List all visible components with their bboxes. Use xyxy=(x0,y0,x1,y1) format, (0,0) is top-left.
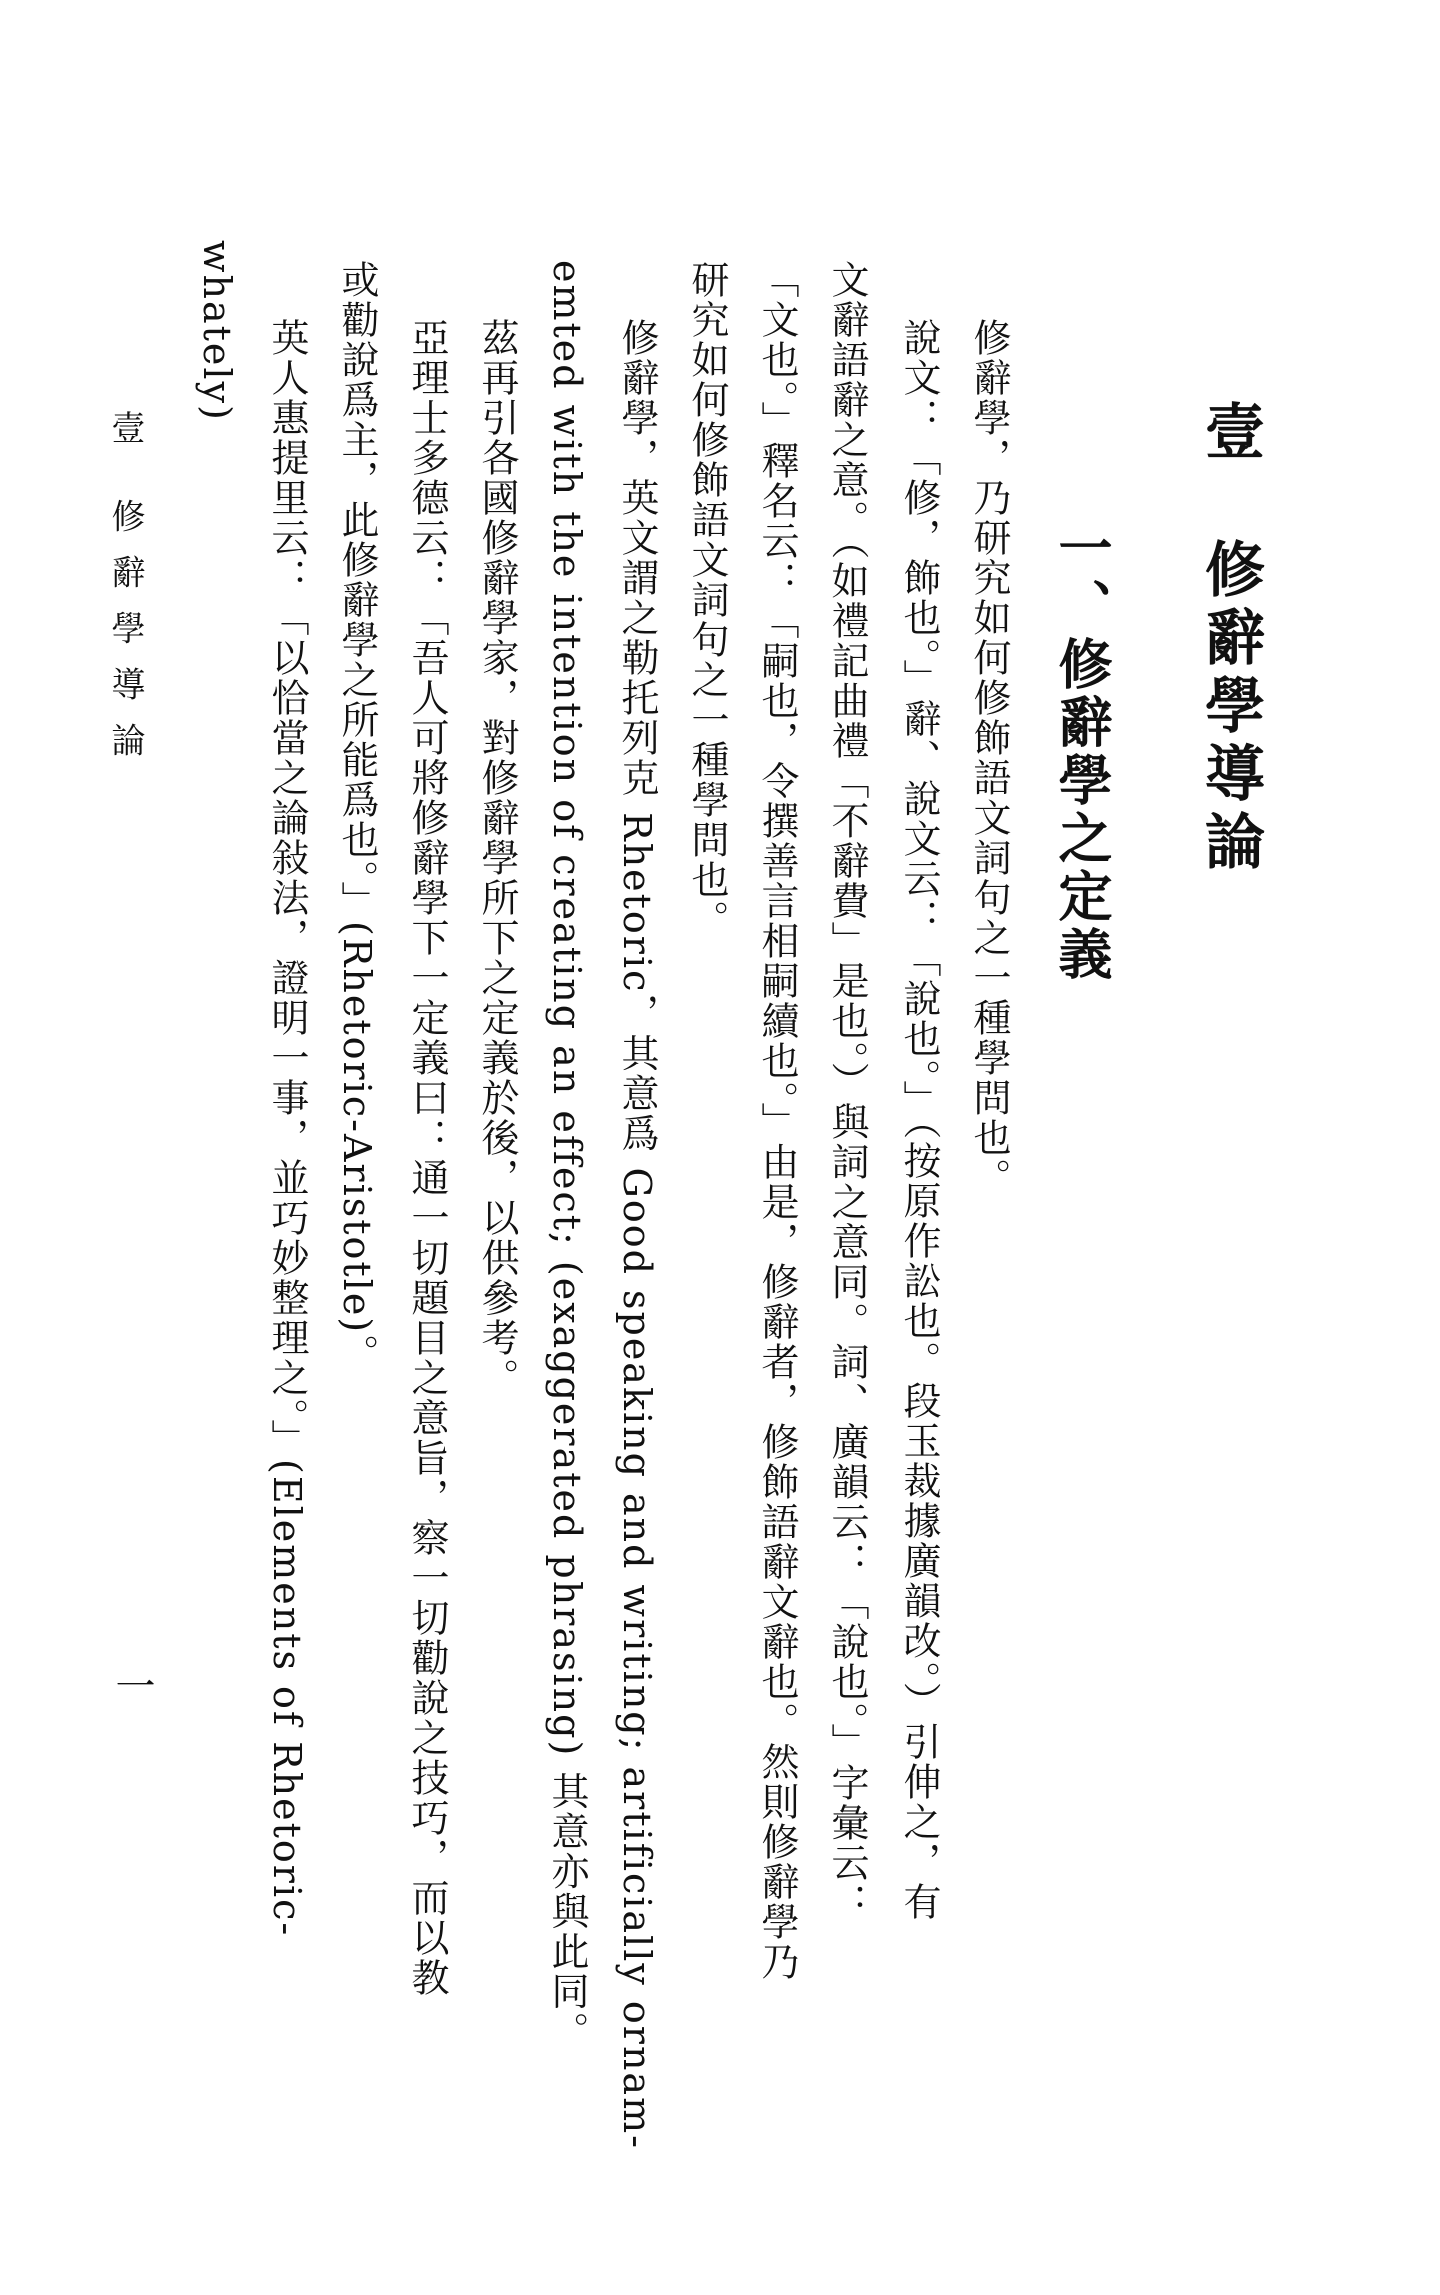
body-line-9: 亞理士多德云：「吾人可將修辭學下一定義曰：通一切題目之意旨，察一切勸說之技巧，而以教 xyxy=(405,318,449,1998)
body-line-12: whately) xyxy=(195,240,239,422)
running-footer: 壹 修辭學導論 xyxy=(105,410,145,779)
body-line-5: 研究如何修飾語文詞句之一種學問也。 xyxy=(685,260,729,940)
body-line-8: 茲再引各國修辭學家，對修辭學所下之定義於後，以供參考。 xyxy=(475,318,519,1398)
body-line-6: 修辭學，英文謂之勒托列克 Rhetoric，其意爲 Good speaking and writing; artificially ornam- xyxy=(615,318,659,2150)
body-line-7: emted with the intention of creating an effect; (exaggerated phrasing) 其意亦與此同。 xyxy=(545,260,589,2052)
chapter-heading xyxy=(1195,400,1265,878)
body-line-2: 說文：「修，飾也。」辭、說文云：「說也。」（按原作訟也。段玉裁據廣韻改。）引伸之，有 xyxy=(897,318,941,1922)
body-line-1: 修辭學，乃研究如何修飾語文詞句之一種學問也。 xyxy=(967,318,1011,1198)
page-number: 一 xyxy=(109,1665,155,1705)
body-line-10: 或勸說爲主，此修辭學之所能爲也。」(Rhetoric-Aristotle)。 xyxy=(335,260,379,1375)
body-line-11: 英人惠提里云：「以恰當之論敍法，證明一事，並巧妙整理之。」(Elements of Rhetoric- xyxy=(265,318,309,1938)
chapter-title: 修辭學導論 xyxy=(1195,538,1265,878)
chapter-number: 壹 xyxy=(1195,400,1265,468)
section-title: 一、修辭學之定義 xyxy=(1050,520,1114,984)
body-line-4: 「文也。」釋名云：「嗣也，令撰善言相嗣續也。」由是，修辭者，修飾語辭文辭也。然則修辭學乃 xyxy=(755,260,799,1982)
body-line-3: 文辭語辭之意。（如禮記曲禮「不辭費」是也。）與詞之意同。詞、廣韻云：「說也。」字彙云： xyxy=(825,260,869,1923)
